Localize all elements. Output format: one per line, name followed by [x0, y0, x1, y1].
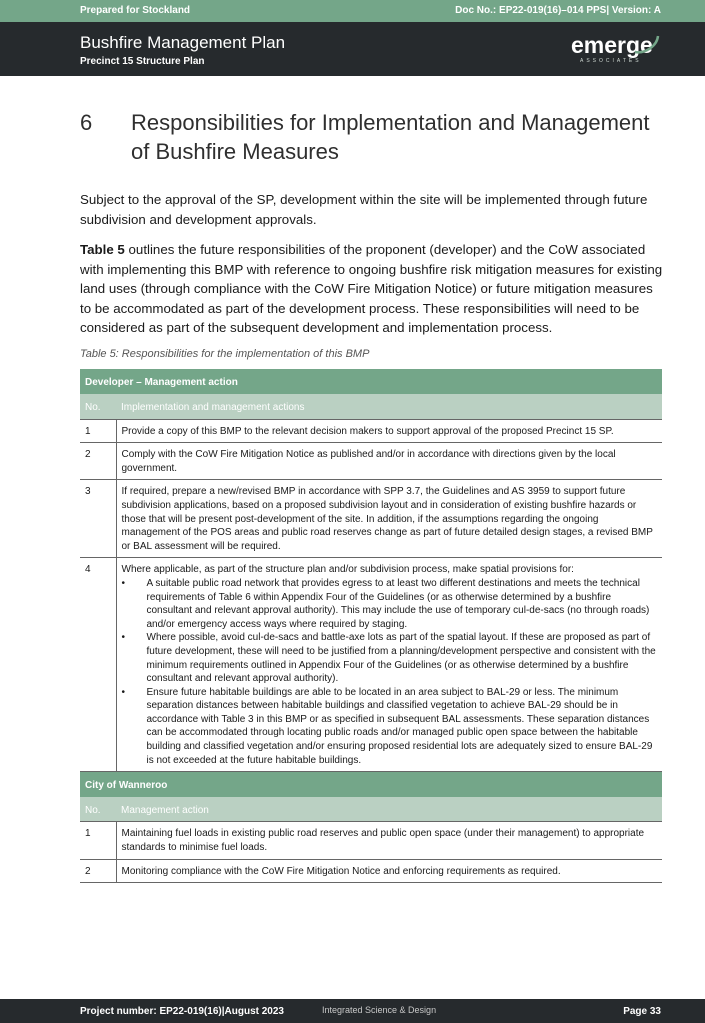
column-header-no: No. [80, 394, 116, 419]
footer-bar [0, 999, 705, 1023]
table-section-header [80, 369, 662, 394]
row-number: 2 [80, 859, 116, 883]
emerge-logo [571, 32, 661, 66]
doc-number: Doc No.: EP22-019(16)–014 PPS| Version: A [455, 5, 661, 16]
table-column-header [80, 394, 662, 419]
logo-swoosh-icon [631, 34, 661, 56]
section-title: Responsibilities for Implementation and Management of Bushfire Measures [131, 110, 650, 164]
table-row [80, 859, 662, 883]
row-number: 4 [80, 558, 116, 772]
table-reference-paragraph [80, 240, 665, 338]
bullet-icon: • [121, 632, 126, 644]
row-text: Monitoring compliance with the CoW Fire Mitigation Notice and enforcing requirements as required. [116, 859, 662, 883]
project-number: Project number: EP22-019(16)|August 2023 [80, 1006, 284, 1017]
table-row [80, 822, 662, 859]
row-text: Comply with the CoW Fire Mitigation Notice as published and/or in accordance with directions given by the local government. [116, 443, 662, 480]
row-number: 3 [80, 480, 116, 558]
developer-heading: Developer – Management action [80, 369, 662, 394]
prepared-for: Prepared for Stockland [80, 5, 191, 16]
document-title: Bushfire Management Plan [80, 33, 286, 52]
bullet-icon: • [121, 577, 126, 589]
paragraph-text: outlines the future responsibilities of the proponent (developer) and the CoW associated with implementing this BMP with reference to ongoing bushfire risk mitigation measures for existing land uses (through compliance with the CoW Fire Mitigation Notice) or future mitigation measures to be accommodated as part of the development process. These responsibilities will need to be considered as part of the subsequent development and implementation process. [80, 242, 663, 335]
page-number: Page 33 [623, 1006, 661, 1017]
responsibilities-table [80, 369, 662, 883]
table-row [80, 480, 662, 558]
intro-paragraph: Subject to the approval of the SP, development within the site will be implemented through future subdivision and development approvals. [80, 192, 648, 227]
column-header-action: Implementation and management actions [116, 394, 662, 419]
top-info-strip [0, 0, 705, 22]
logo-subtext: ASSOCIATES [580, 58, 642, 64]
list-item-text: A suitable public road network that provides egress to at least two different destinations and meets the technical requirements of Table 6 within Appendix Four of the Guidelines (or as otherwise determined by a bushfire consultant and relevant approval authority). This may include the use of temporary cul-de-sacs (no through roads) and/or emergency access ways where required by staging. [146, 577, 650, 630]
column-header-action: Management action [116, 797, 662, 822]
bullet-icon: • [121, 686, 126, 698]
document-subtitle: Precinct 15 Structure Plan [80, 56, 205, 67]
header-bar [0, 22, 705, 76]
row-text: Where applicable, as part of the structure plan and/or subdivision process, make spatial provisions for: [121, 564, 574, 576]
footer-tagline: Integrated Science & Design [322, 1005, 437, 1015]
table-row [80, 419, 662, 443]
list-item [122, 631, 658, 685]
table-row [80, 443, 662, 480]
list-item-text: Ensure future habitable buildings are able to be located in an area subject to BAL-29 or less. The minimum separation distances between habitable buildings and classified vegetation to achieve BAL-29 should be in accordance with Table 3 in this BMP or as specified in subsequent BAL assessments. These separation distances can be accommodated through locating public roads and/or managed public open space between the habitable building and classified vegetation and/or ensuring proposed residential lots are adequately sized to ensure BAL-29 is not exceeded at the future habitable buildings. [146, 686, 653, 766]
table-section-header [80, 772, 662, 797]
logo-wordmark: emerge [571, 32, 653, 58]
table-caption: Table 5: Responsibilities for the implementation of this BMP [80, 348, 370, 360]
list-item-text: Where possible, avoid cul-de-sacs and battle-axe lots as part of the spatial layout. If these are proposed as part of future development, these will need to be justified from a planning/development perspective and consistent with the minimum requirements outlined in Appendix Four of the Guidelines (or as otherwise determined by a bushfire consultant and relevant approval authority). [146, 632, 656, 685]
table-reference: Table 5 [80, 242, 125, 257]
row-number: 1 [80, 822, 116, 859]
column-header-no: No. [80, 797, 116, 822]
table-column-header [80, 797, 662, 822]
row-cell [116, 558, 662, 772]
row-text: Maintaining fuel loads in existing public road reserves and public open space (under their management) to appropriate standards to minimise fuel loads. [116, 822, 662, 859]
list-item [122, 686, 658, 768]
row-text: If required, prepare a new/revised BMP in accordance with SPP 3.7, the Guidelines and AS 3959 to support future subdivision applications, based on a proposed subdivision layout and in consideration of existing bushfire hazards or those that will be present post-development of the site. In addition, if the assumptions regarding the ongoing management of the POS areas and public road reserves change as part of future detailed design stages, a revised BMP or BAL assessment will be required. [116, 480, 662, 558]
row-text: Provide a copy of this BMP to the relevant decision makers to support approval of the proposed Precinct 15 SP. [116, 419, 662, 443]
section-number: 6 [80, 110, 93, 135]
list-item [122, 577, 658, 631]
row-number: 2 [80, 443, 116, 480]
row-number: 1 [80, 419, 116, 443]
table-row [80, 558, 662, 772]
bullet-list [122, 577, 658, 767]
city-heading: City of Wanneroo [80, 772, 662, 797]
